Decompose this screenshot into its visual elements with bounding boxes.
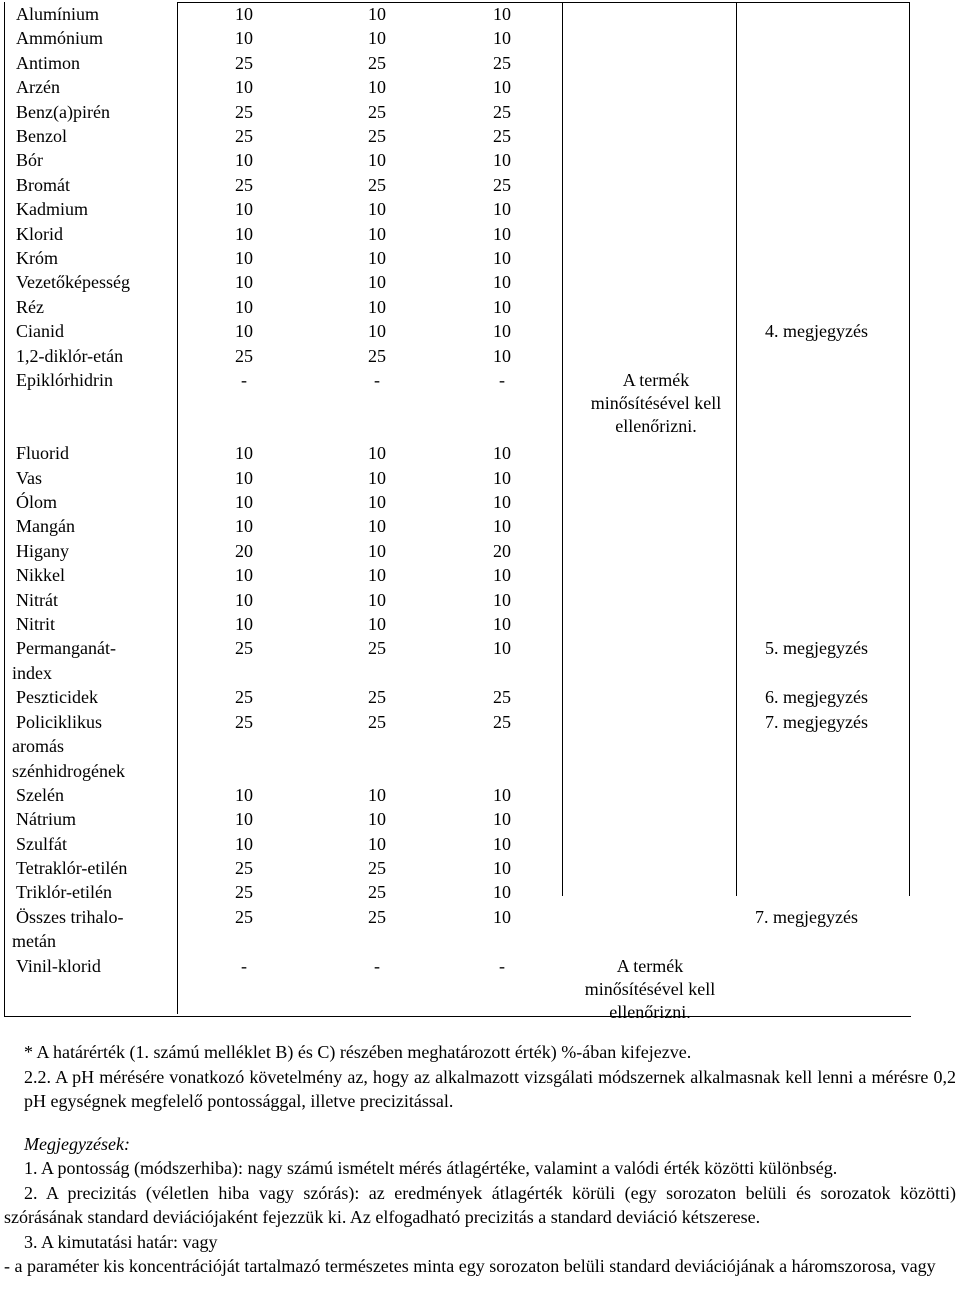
row-note: A termék minősítésével kell ellenőrizni. bbox=[590, 370, 722, 436]
row-value-1: 10 bbox=[235, 223, 253, 244]
row-name: Peszticidek bbox=[16, 687, 98, 708]
row-value-1: 10 bbox=[235, 321, 253, 342]
column-divider bbox=[736, 2, 737, 896]
row-value-3: 10 bbox=[493, 565, 511, 586]
row-name: Vezetőképesség bbox=[16, 272, 130, 293]
row-value-1: 10 bbox=[235, 296, 253, 317]
row-value-1: 10 bbox=[235, 199, 253, 220]
row-value-1: 10 bbox=[235, 833, 253, 854]
row-value-3: 10 bbox=[493, 345, 511, 366]
column-divider bbox=[177, 2, 178, 1014]
row-value-2: 25 bbox=[368, 174, 386, 195]
row-value-2: 10 bbox=[368, 28, 386, 49]
row-value-1: 10 bbox=[235, 443, 253, 464]
row-remark: 7. megjegyzés bbox=[765, 711, 868, 732]
row-value-1: 25 bbox=[235, 638, 253, 659]
row-value-3: 25 bbox=[493, 687, 511, 708]
row-name: Nikkel bbox=[16, 565, 65, 586]
notes-heading: Megjegyzések: bbox=[24, 1133, 130, 1154]
row-value-2: 10 bbox=[368, 784, 386, 805]
row-value-2: 10 bbox=[368, 443, 386, 464]
row-value-3: 10 bbox=[493, 858, 511, 878]
row-name: 1,2-diklór-etán bbox=[16, 345, 124, 366]
row-value-3: 10 bbox=[493, 492, 511, 512]
note-3-item: - a paraméter kis koncentrációját tartalmazó természetes minta egy sorozaton belüli standard deviációjának a háromszorosa, vagy bbox=[4, 1256, 936, 1276]
row-value-2: 10 bbox=[368, 199, 386, 220]
row-value-3: - bbox=[499, 955, 505, 976]
row-value-3: 10 bbox=[493, 28, 511, 49]
row-value-2: 10 bbox=[368, 467, 386, 488]
row-value-3: 10 bbox=[493, 614, 511, 634]
row-value-3: 10 bbox=[493, 199, 511, 220]
row-value-2: 25 bbox=[368, 906, 386, 927]
row-value-1: 10 bbox=[235, 809, 253, 830]
row-name: Nátrium bbox=[16, 809, 76, 830]
row-value-3: 10 bbox=[493, 272, 511, 293]
row-value-2: 10 bbox=[368, 4, 386, 24]
row-value-1: 10 bbox=[235, 150, 253, 171]
row-value-2: 25 bbox=[368, 687, 386, 708]
row-name: Klorid bbox=[16, 223, 63, 244]
column-divider bbox=[562, 2, 563, 896]
row-value-3: 10 bbox=[493, 467, 511, 488]
row-value-3: 10 bbox=[493, 589, 511, 610]
row-name: Szulfát bbox=[16, 833, 67, 854]
row-value-3: 10 bbox=[493, 321, 511, 342]
row-value-1: 10 bbox=[235, 614, 253, 634]
row-value-2: 25 bbox=[368, 858, 386, 878]
row-value-2: 10 bbox=[368, 833, 386, 854]
row-value-3: 10 bbox=[493, 882, 511, 903]
row-value-3: 20 bbox=[493, 540, 511, 561]
section-2-2-text: 2.2. A pH mérésére vonatkozó követelmény az, hogy az alkalmazott vizsgálati módszernek alkalmasnak kell lenni a mérésre 0,2 pH egységnek megfelelő pontossággal, illetve precizitással. bbox=[24, 1066, 956, 1111]
row-value-3: 10 bbox=[493, 150, 511, 171]
row-name: Nitrát bbox=[16, 589, 58, 610]
row-value-2: 10 bbox=[368, 540, 386, 561]
row-name: Benz(a)pirén bbox=[16, 101, 110, 122]
row-value-3: 10 bbox=[493, 4, 511, 24]
note-1: 1. A pontosság (módszerhiba): nagy számú ismételt mérés átlagértéke, valamint a valódi érték közötti különbség. bbox=[24, 1158, 838, 1178]
row-value-3: 10 bbox=[493, 784, 511, 805]
row-value-1: - bbox=[241, 955, 247, 976]
row-name: Policiklikus aromás szénhidrogének bbox=[12, 711, 125, 781]
row-name: Mangán bbox=[16, 516, 75, 537]
row-value-3: 25 bbox=[493, 101, 511, 122]
row-value-3: 25 bbox=[493, 52, 511, 73]
row-value-3: 10 bbox=[493, 248, 511, 268]
row-value-1: 25 bbox=[235, 858, 253, 878]
table-top-border bbox=[177, 2, 910, 3]
row-name: Összes trihalo- metán bbox=[12, 906, 124, 952]
row-name: Nitrit bbox=[16, 614, 55, 634]
row-value-2: 25 bbox=[368, 711, 386, 732]
row-remark: 4. megjegyzés bbox=[765, 321, 868, 342]
row-value-1: 25 bbox=[235, 906, 253, 927]
row-value-1: 10 bbox=[235, 492, 253, 512]
row-value-2: 10 bbox=[368, 589, 386, 610]
row-name: Cianid bbox=[16, 321, 64, 342]
row-value-1: 10 bbox=[235, 589, 253, 610]
row-value-2: 25 bbox=[368, 882, 386, 903]
row-name: Higany bbox=[16, 540, 69, 561]
row-name: Vas bbox=[16, 467, 42, 488]
row-value-1: 25 bbox=[235, 101, 253, 122]
row-value-3: - bbox=[499, 370, 505, 390]
row-value-2: 25 bbox=[368, 345, 386, 366]
row-value-3: 25 bbox=[493, 174, 511, 195]
row-value-3: 10 bbox=[493, 223, 511, 244]
row-name: Tetraklór-etilén bbox=[16, 858, 128, 878]
row-value-1: 10 bbox=[235, 565, 253, 586]
row-value-2: 25 bbox=[368, 126, 386, 146]
row-value-2: 25 bbox=[368, 52, 386, 73]
row-value-2: 25 bbox=[368, 638, 386, 659]
parameter-table bbox=[4, 2, 911, 1022]
row-value-3: 10 bbox=[493, 809, 511, 830]
row-remark: 7. megjegyzés bbox=[755, 906, 858, 927]
row-note: A termék minősítésével kell ellenőrizni. bbox=[584, 955, 716, 1022]
row-value-3: 10 bbox=[493, 833, 511, 854]
row-value-1: 10 bbox=[235, 467, 253, 488]
note-3: 3. A kimutatási határ: vagy bbox=[24, 1231, 218, 1252]
row-name: Réz bbox=[16, 296, 44, 317]
footer-notes bbox=[4, 1040, 956, 1279]
row-name: Benzol bbox=[16, 126, 67, 146]
row-value-2: 10 bbox=[368, 77, 386, 98]
row-value-1: 10 bbox=[235, 4, 253, 24]
row-value-1: 10 bbox=[235, 272, 253, 293]
row-name: Bromát bbox=[16, 174, 70, 195]
row-value-1: - bbox=[241, 370, 247, 390]
row-remark: 6. megjegyzés bbox=[765, 687, 868, 708]
row-value-1: 25 bbox=[235, 52, 253, 73]
row-name: Ammónium bbox=[16, 28, 104, 49]
row-value-2: 10 bbox=[368, 809, 386, 830]
row-value-2: 10 bbox=[368, 614, 386, 634]
row-value-2: 10 bbox=[368, 150, 386, 171]
row-value-2: 10 bbox=[368, 248, 386, 268]
row-value-1: 10 bbox=[235, 248, 253, 268]
row-value-1: 25 bbox=[235, 687, 253, 708]
row-value-3: 25 bbox=[493, 126, 511, 146]
row-value-2: 10 bbox=[368, 565, 386, 586]
row-value-3: 10 bbox=[493, 77, 511, 98]
row-value-3: 10 bbox=[493, 296, 511, 317]
section-2-2 bbox=[4, 1065, 956, 1114]
note-2: 2. A precizitás (véletlen hiba vagy szórás): az eredmények átlagérték körüli (egy sorozaton belüli és sorozatok közötti) szórásának standard deviációjaként fejezzük ki. Az elfogadható precizitás a standard deviáció kétszerese. bbox=[4, 1182, 956, 1227]
row-name: Kadmium bbox=[16, 199, 88, 220]
row-value-3: 25 bbox=[493, 711, 511, 732]
row-value-1: 25 bbox=[235, 345, 253, 366]
footnote: * A határérték (1. számú melléklet B) és C) részében meghatározott érték) %-ában kifejezve. bbox=[24, 1042, 692, 1062]
row-value-3: 10 bbox=[493, 516, 511, 537]
row-value-2: 25 bbox=[368, 101, 386, 122]
row-name: Fluorid bbox=[16, 443, 70, 464]
row-name: Vinil-klorid bbox=[16, 955, 101, 976]
row-value-1: 10 bbox=[235, 77, 253, 98]
row-name: Bór bbox=[16, 150, 43, 171]
row-name: Szelén bbox=[16, 784, 64, 805]
row-value-2: - bbox=[374, 370, 380, 390]
row-value-2: - bbox=[374, 955, 380, 976]
row-remark: 5. megjegyzés bbox=[765, 638, 868, 659]
row-name: Alumínium bbox=[16, 4, 100, 24]
row-value-1: 25 bbox=[235, 882, 253, 903]
row-value-3: 10 bbox=[493, 443, 511, 464]
row-value-2: 10 bbox=[368, 296, 386, 317]
row-value-2: 10 bbox=[368, 492, 386, 512]
row-value-1: 10 bbox=[235, 28, 253, 49]
row-value-1: 25 bbox=[235, 711, 253, 732]
row-value-1: 25 bbox=[235, 174, 253, 195]
row-value-2: 10 bbox=[368, 321, 386, 342]
row-name: Permanganát- index bbox=[12, 638, 116, 683]
row-value-3: 10 bbox=[493, 906, 511, 927]
row-value-1: 10 bbox=[235, 784, 253, 805]
row-value-1: 20 bbox=[235, 540, 253, 561]
column-divider bbox=[909, 2, 910, 896]
row-value-2: 10 bbox=[368, 516, 386, 537]
row-value-1: 10 bbox=[235, 516, 253, 537]
row-name: Epiklórhidrin bbox=[16, 370, 113, 390]
row-name: Triklór-etilén bbox=[16, 882, 112, 903]
row-name: Antimon bbox=[16, 52, 81, 73]
row-value-2: 10 bbox=[368, 223, 386, 244]
row-name: Króm bbox=[16, 248, 58, 268]
row-name: Arzén bbox=[16, 77, 60, 98]
row-value-2: 10 bbox=[368, 272, 386, 293]
row-value-1: 25 bbox=[235, 126, 253, 146]
row-name: Ólom bbox=[16, 492, 58, 512]
row-value-3: 10 bbox=[493, 638, 511, 659]
